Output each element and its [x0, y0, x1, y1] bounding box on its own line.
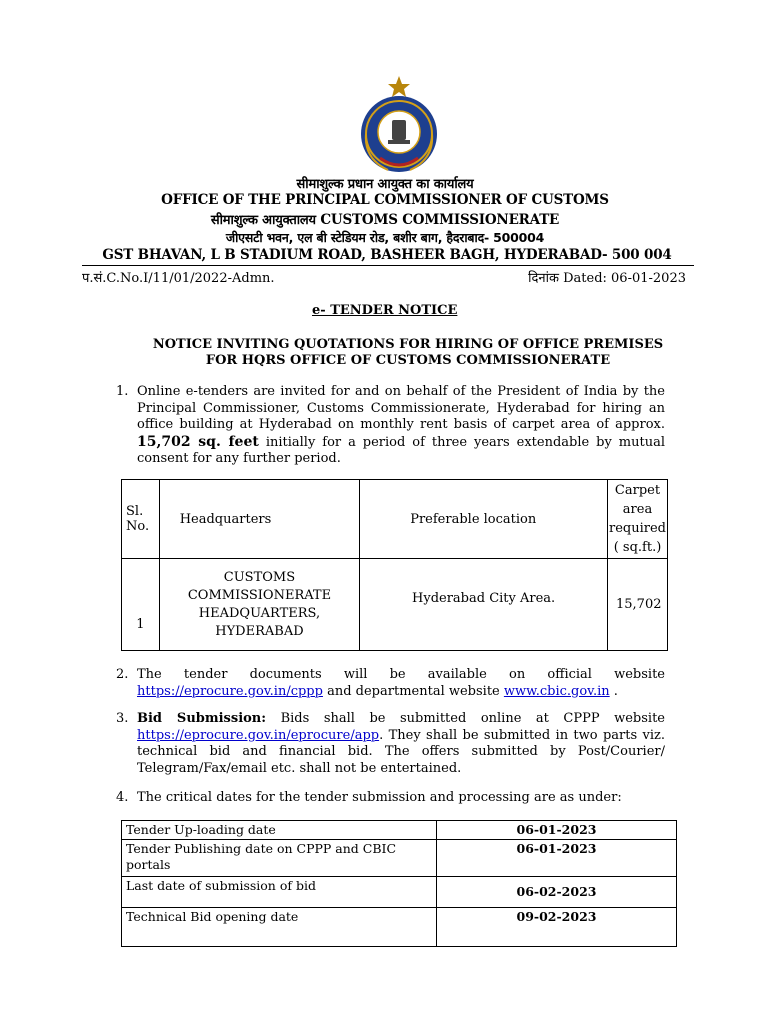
- header-headquarters: Headquarters: [159, 480, 360, 559]
- cbic-link[interactable]: www.cbic.gov.in: [503, 683, 610, 699]
- row-headquarters: CUSTOMS COMMISSIONERATE HEADQUARTERS, HYDERABAD: [159, 559, 360, 651]
- header-english-line2: CUSTOMS COMMISSIONERATE: [320, 212, 560, 228]
- para1-text: [137, 384, 665, 468]
- dates-row-1: [122, 821, 677, 840]
- para2-number: 2.: [116, 667, 129, 682]
- premises-table-row: [122, 559, 668, 651]
- customs-seal-icon: [358, 74, 440, 174]
- dated: दिनांक Dated: 06-01-2023: [528, 271, 686, 286]
- dates-label: Technical Bid opening date: [122, 908, 437, 947]
- eprocure-app-link[interactable]: https://eprocure.gov.in/eprocure/app: [137, 727, 380, 743]
- para4-text: The critical dates for the tender submission and processing are as under:: [137, 790, 622, 805]
- row-location: Hyderabad City Area.: [360, 559, 608, 651]
- premises-table-header: [122, 480, 668, 559]
- notice-subtitle-line1: NOTICE INVITING QUOTATIONS FOR HIRING OF OFFICE PREMISES: [152, 337, 664, 352]
- dates-value: 09-02-2023: [437, 908, 677, 947]
- para1-number: 1.: [116, 384, 129, 399]
- para3-text: [137, 711, 665, 777]
- para2-text: [137, 667, 665, 700]
- file-number: प.सं.C.No.I/11/01/2022-Admn.: [82, 271, 275, 286]
- header-office-title: OFFICE OF THE PRINCIPAL COMMISSIONER OF CUSTOMS: [161, 192, 609, 208]
- dates-value: 06-01-2023: [437, 840, 677, 877]
- dates-value: 06-02-2023: [437, 877, 677, 908]
- notice-title: e- TENDER NOTICE: [312, 303, 458, 318]
- para1-area: 15,702 sq. feet: [137, 433, 259, 450]
- dates-row-4: [122, 908, 677, 947]
- critical-dates-table: [121, 820, 677, 947]
- cppp-link[interactable]: https://eprocure.gov.in/cppp: [137, 683, 323, 699]
- header-english-address: GST BHAVAN, L B STADIUM ROAD, BASHEER BAGH, HYDERABAD- 500 004: [102, 247, 672, 263]
- dates-label: Last date of submission of bid: [122, 877, 437, 908]
- notice-subtitle-line2: FOR HQRS OFFICE OF CUSTOMS COMMISSIONERATE: [205, 353, 611, 368]
- dates-row-2: [122, 840, 677, 877]
- row-area: 15,702: [608, 559, 668, 651]
- para2-text-after: .: [613, 683, 618, 699]
- customs-emblem: [358, 74, 440, 174]
- header-area: Carpet area required ( sq.ft.): [608, 480, 668, 559]
- header-divider: [82, 265, 694, 266]
- para2-text-before: The tender documents will be available on official website: [137, 667, 665, 682]
- dates-row-3: [122, 877, 677, 908]
- header-location: Preferable location: [360, 480, 608, 559]
- dates-value: 06-01-2023: [437, 821, 677, 840]
- header-hindi-address: जीएसटी भवन, एल बी स्टेडियम रोड, बशीर बाग, हैदराबाद- 500004: [225, 230, 545, 245]
- para3-text-before: Bids shall be submitted online at CPPP website: [280, 711, 666, 726]
- row-sl: 1: [122, 559, 160, 651]
- para3-text-after: . They shall be submitted in two parts viz. technical bid and financial bid. The offers submitted by Post/Courier/ Telegram/Fax/email etc. shall not be entertained.: [137, 727, 665, 776]
- header-line2: [0, 210, 770, 228]
- para4-number: 4.: [116, 790, 129, 805]
- header-hindi-line1: सीमाशुल्क प्रधान आयुक्त का कार्यालय: [296, 177, 474, 192]
- para3-bold-lead: Bid Submission:: [137, 711, 267, 726]
- premises-table: [121, 479, 668, 651]
- header-sl: Sl. No.: [122, 480, 160, 559]
- dates-label: Tender Up-loading date: [122, 821, 437, 840]
- para1-text-after: initially for a period of three years extendable by mutual consent for any further period.: [137, 434, 666, 466]
- header-hindi-line2: सीमाशुल्क आयुक्तालय: [210, 213, 316, 228]
- para2-text-mid: and departmental website: [327, 683, 500, 699]
- para3-number: 3.: [116, 711, 129, 726]
- dates-label: Tender Publishing date on CPPP and CBIC portals: [122, 840, 437, 877]
- notice-subtitle: [138, 337, 678, 369]
- para1-text-before: Online e-tenders are invited for and on behalf of the President of India by the Principal Commissioner, Customs Commissionerate, Hyderabad for hiring an office building at Hyderabad on monthly rent basis of carpet area of approx.: [137, 384, 665, 432]
